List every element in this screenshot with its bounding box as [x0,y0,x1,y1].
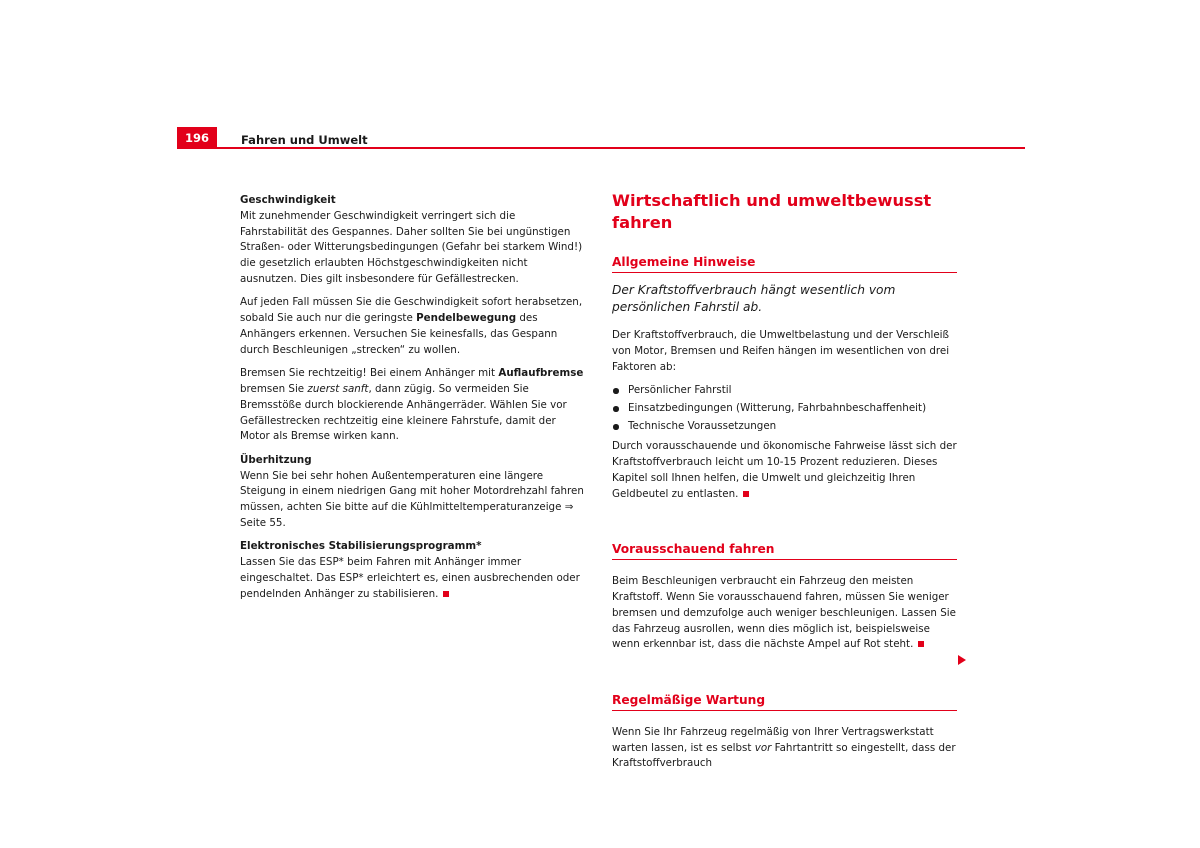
text-run: Wenn Sie Ihr Fahrzeug regelmäßig von Ihrer Vertragswerkstatt warten lassen, ist es selbst [612,725,934,754]
right-column [612,190,957,780]
bullet-icon [613,424,619,430]
section-end-icon [918,641,924,647]
lead-text: Der Kraftstoffverbrauch hängt wesentlich vom persönlichen Fahrstil ab. [612,283,896,314]
italic-term: zuerst sanft [307,382,369,395]
paragraph [240,366,585,445]
text-run: Beim Beschleunigen verbraucht ein Fahrzeug den meisten Kraftstoff. Wenn Sie vorausschauend fahren, müssen Sie weniger bremsen und demzufolge auch weniger beschleunigen. Lassen Sie das Fahrzeug ausrollen, wenn dies möglich ist, beispielsweise wenn erkennbar ist, dass die nächste Ampel auf Rot steht. [612,575,956,651]
list-item [612,383,957,399]
heading-regelmaessige-wartung: Regelmäßige Wartung [612,692,957,711]
factor-list [612,383,957,434]
bullet-icon [613,406,619,412]
heading-esp: Elektronisches Stabilisierungsprogramm* [240,540,482,553]
text-run: , dann zügig. So vermeiden Sie Bremsstöße durch blockierende Anhängerräder. Wählen Sie vor Gefällestrecken rechtzeitig eine kleinere Fahrstufe, damit der Motor als Bremse wirken kann. [240,382,567,443]
continue-arrow-icon [958,655,966,665]
paragraph [612,725,957,772]
text-run: . [282,516,286,529]
spacer [612,661,957,692]
chapter-title: Fahren und Umwelt [241,133,368,147]
section-end-icon [743,491,749,497]
paragraph [240,295,585,358]
section-end-icon [443,591,449,597]
main-heading: Wirtschaftlich und umweltbewusst fahren [612,191,932,232]
list-item [612,419,957,435]
text-run: Durch vorausschauende und ökonomische Fahrweise lässt sich der Kraftstoffverbrauch leicht um 10-15 Prozent reduzieren. Dieses Kapitel soll Ihnen helfen, die Umwelt und gleichzeitig Ihren Geldbeutel zu entlasten. [612,440,957,500]
text-run: Fahrtantritt so eingestellt, dass der Kraftstoffverbrauch [612,741,956,770]
paragraph [240,469,585,532]
heading-ueberhitzung: Überhitzung [240,453,312,466]
list-item-text: Einsatzbedingungen (Witterung, Fahrbahnbeschaffenheit) [628,401,927,414]
header-rule [177,147,1025,149]
paragraph: Der Kraftstoffverbrauch, die Umweltbelastung und der Verschleiß von Motor, Bremsen und Reifen hängen im wesentlichen von drei Faktoren ab: [612,329,950,373]
page-number: 196 [177,127,217,148]
text-run: Lassen Sie das ESP* beim Fahren mit Anhänger immer eingeschaltet. Das ESP* erleichtert es, einen ausbrechenden oder pendelnden Anhänger zu stabilisieren. [240,556,580,600]
italic-term: vor [754,741,772,754]
spacer [612,510,957,541]
heading-geschwindigkeit: Geschwindigkeit [240,194,336,206]
heading-vorausschauend-fahren: Vorausschauend fahren [612,541,957,560]
text-run: Wenn Sie bei sehr hohen Außentemperaturen eine längere Steigung in einem niedrigen Gang mit hoher Motordrehzahl fahren müssen, achten Sie bitte auf die Kühlmitteltemperaturanzeige [240,469,584,514]
text-run: bremsen Sie [240,382,308,395]
bullet-icon [613,388,619,394]
text-run: Bremsen Sie rechtzeitig! Bei einem Anhänger mit [240,367,499,380]
text-run: Auf jeden Fall müssen Sie die Geschwindigkeit sofort herabsetzen, sobald Sie auch nur die geringste [240,296,583,325]
left-column [240,193,585,610]
paragraph [612,439,957,502]
list-item-text: Technische Voraussetzungen [628,419,777,432]
page-reference-link[interactable]: ⇒ Seite 55 [240,501,574,529]
list-item-text: Persönlicher Fahrstil [628,383,732,396]
paragraph: Mit zunehmender Geschwindigkeit verringert sich die Fahrstabilität des Gespannes. Daher sollten Sie bei ungünstigen Straßen- oder Witterungsbedingungen (Gefahr bei starkem Wind!) die gesetzlich erlaubten Höchstgeschwindigkeiten nicht ausnutzen. Dies gilt insbesondere für Gefällestrecken. [240,209,583,285]
heading-allgemeine-hinweise: Allgemeine Hinweise [612,254,957,273]
text-run: des Anhängers erkennen. Versuchen Sie keinesfalls, das Gespann durch Beschleunigen „strecken“ zu wollen. [240,312,558,356]
bold-term: Auflaufbremse [498,367,584,380]
list-item [612,401,957,417]
paragraph [612,574,957,653]
paragraph [240,555,585,602]
bold-term: Pendelbewegung [416,312,517,325]
